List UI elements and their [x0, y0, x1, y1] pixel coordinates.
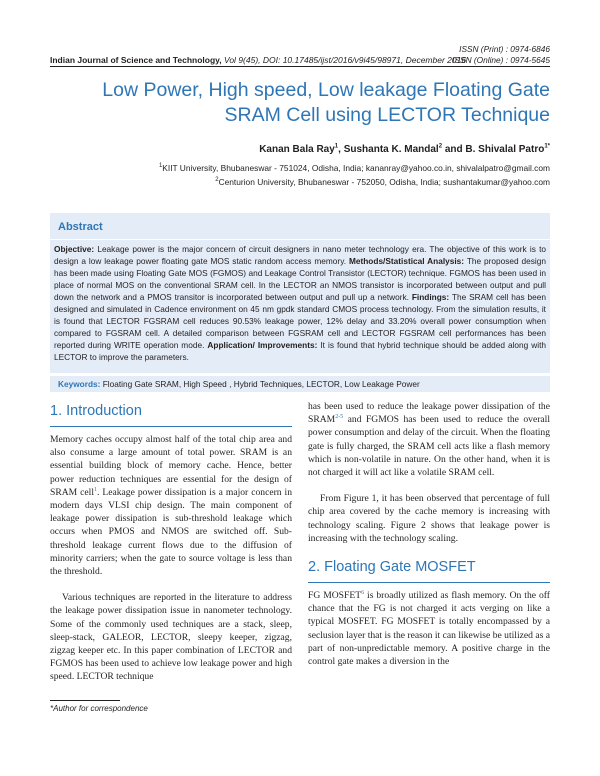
- issn-print: ISSN (Print) : 0974-6846: [459, 44, 550, 54]
- affiliation-1: [159, 163, 550, 173]
- author-3-sup: 1*: [544, 143, 550, 150]
- affiliation-1-sup: 1: [158, 163, 163, 170]
- citation-link[interactable]: 2-5: [335, 414, 344, 421]
- right-paragraph-1: [308, 400, 550, 479]
- fg-p1-b: is broadly utilized as flash memory. On the off chance that the FG is not charged it acts verging on like a typical MOSFET. FG MOSFET is totally encompassed by a seclusion layer that is the reason it can likewise be utilized as a part of non-unpredictable memory. A positive charge in the control gate makes a diversion in the: [308, 590, 550, 668]
- right-p1-a: has been used to reduce the leakage power dissipation of the SRAM: [308, 401, 550, 426]
- journal-name: Indian Journal of Science and Technology,: [50, 55, 222, 65]
- objective-label: Objective:: [54, 244, 95, 254]
- citation-link[interactable]: 6: [361, 589, 365, 596]
- section-title-introduction: 1. Introduction: [50, 403, 142, 419]
- fg-paragraph-1: [308, 589, 550, 668]
- footnote: *Author for correspondence: [50, 704, 148, 713]
- right-paragraph-2: From Figure 1, it has been observed that percentage of full chip area covered by the cache memory is increasing with technology scaling. Figure 2 shows that leakage power is increasing with the technology scaling.: [308, 493, 550, 544]
- intro-p1-a: Memory caches occupy almost half of the total chip area and also consume a large amount of total power. SRAM is an essential building block of memory cache. Hence, better power reduction techniques are essential for the design of SRAM cell: [50, 434, 292, 498]
- intro-p1-b: . Leakage power dissipation is a major concern in modern days VLSI chip design. The main component of leakage power dissipation is sub-threshold leakage which occurs when PMOS and NMOS are switched off. Sub-threshold leakage current flows due to the diffusion of minority carriers; when the gate to source voltage is less than the threshold.: [50, 486, 292, 578]
- fg-p1-a: FG MOSFET: [308, 590, 362, 602]
- objective-text: Leakage power is the major concern of circuit designers in nano meter technology era. The objective of this work is to design a low leakage power floating gate MOS static random access memory.: [54, 244, 546, 266]
- findings-label: Findings:: [411, 292, 450, 302]
- author-3: and B. Shivalal Patro: [442, 144, 545, 155]
- section-title-floating-gate: 2. Floating Gate MOSFET: [308, 559, 476, 576]
- left-column: [50, 400, 292, 684]
- journal-citation: Vol 9(45), DOI: 10.17485/ijst/2016/v9i45/98971, December 2016: [221, 55, 467, 65]
- title-line-2: SRAM Cell using LECTOR Technique: [224, 104, 550, 126]
- application-text: It is found that hybrid technique should be added along with LECTOR to improve the parameters.: [54, 340, 546, 362]
- intro-paragraph-1: [50, 433, 292, 578]
- author-2: , Sushanta K. Mandal: [338, 144, 439, 155]
- title-line-1: Low Power, High speed, Low leakage Floating Gate: [102, 79, 550, 101]
- affiliation-1-text: KIIT University, Bhubaneswar - 751024, Odisha, India; kananray@yahoo.co.in, shivalalpatro@gmail.com: [162, 163, 550, 173]
- issn-online: ISSN (Online) : 0974-5645: [452, 55, 550, 65]
- affiliation-2-sup: 2: [215, 177, 219, 184]
- journal-header: [50, 55, 466, 65]
- application-label: Application/ Improvements:: [207, 340, 318, 350]
- abstract-body: [54, 243, 546, 363]
- author-2-sup: 2: [438, 143, 443, 150]
- right-p1-b: and FGMOS has been used to reduce the overall power consumption and delay of the circuit. When the floating gate is fully charged, the SRAM cell acts like a flash memory which is non-volatile in nature. On the other hand, when it is not charged it will act like a volatile SRAM cell.: [308, 414, 550, 479]
- keywords-box: [50, 376, 550, 392]
- section-rule-introduction: [50, 426, 292, 427]
- abstract-box: [50, 213, 550, 373]
- abstract-heading: Abstract: [58, 221, 103, 233]
- citation-link[interactable]: 1: [94, 486, 98, 493]
- author-1-sup: 1: [334, 143, 339, 150]
- paper-title: [50, 78, 550, 128]
- author-list: [259, 144, 550, 155]
- author-1: Kanan Bala Ray: [259, 144, 335, 155]
- keywords-label: Keywords:: [58, 379, 101, 389]
- methods-label: Methods/Statistical Analysis:: [348, 256, 465, 266]
- header-rule: [50, 66, 550, 67]
- footnote-rule: [50, 700, 120, 701]
- issn-block: [452, 44, 550, 66]
- keywords-text: Floating Gate SRAM, High Speed , Hybrid Techniques, LECTOR, Low Leakage Power: [100, 379, 420, 389]
- affiliation-2: [215, 177, 550, 187]
- right-column: [308, 400, 550, 668]
- intro-paragraph-2: Various techniques are reported in the literature to address the leakage power dissipation issue in nanometer technology. Some of the commonly used techniques are a stack, sleep, sleep-stack, GALEOR, LECTOR, sleepy keeper, zigzag, zigzag keeper etc. In this paper combination of LECTOR and FGMOS has been used to achieve low leakage power and high speed. LECTOR technique: [50, 592, 292, 683]
- section-rule-floating-gate: [308, 582, 550, 583]
- methods-text: The proposed design has been made using Floating Gate MOS (FGMOS) and Leakage Control Transistor (LECTOR) technique. FGMOS has been used in place of normal MOS on the conventional SRAM cell. In the LECTOR an NMOS transistor is incorporated between output and pull down the network and a PMOS transitor is incorporated between output and pull up a network.: [54, 256, 547, 302]
- affiliation-2-text: Centurion University, Bhubaneswar - 752050, Odisha, India; sushantakumar@yahoo.com: [218, 177, 550, 187]
- abstract-rule: [50, 239, 550, 240]
- findings-text: The SRAM cell has been designed and simulated in Cadence environment on 45 nm gpdk standard CMOS process technology. From the simulation results, it is found that LECTOR FGSRAM cell reduces 90.53% leakage power, 12% delay and 33.20% overall power consumption when compared to FGSRAM cell. A detailed comparison between FGSRAM cell and LECTOR FGSRAM cell performances has been reported during WRITE operation mode.: [54, 292, 546, 350]
